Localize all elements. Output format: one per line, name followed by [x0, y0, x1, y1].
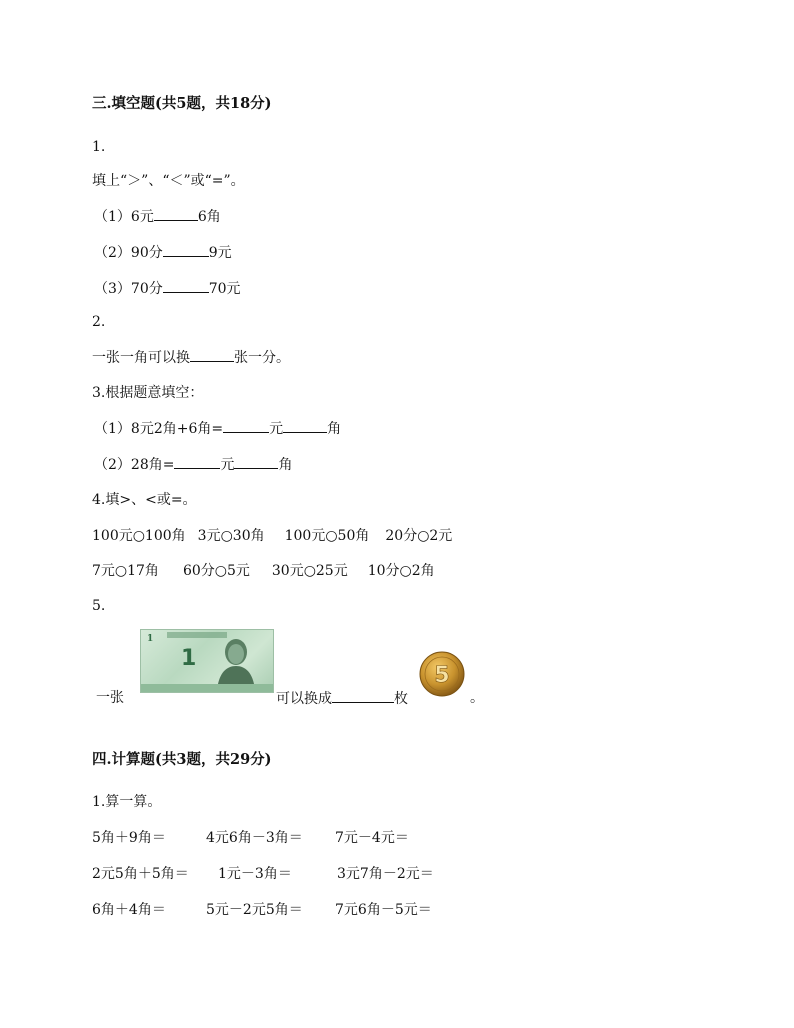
calc-item: 6角＋4角＝: [92, 902, 166, 918]
calc-question-1-heading: 1.算一算。: [92, 794, 162, 810]
question-2-number: 2.: [92, 314, 106, 330]
item-label: （1）8元2角+6角=: [94, 421, 224, 437]
question-1-item-2: [94, 242, 232, 263]
question-5-exchange-text: [276, 688, 408, 709]
question-1-item-3: [94, 278, 241, 299]
item-label: （3）70分: [94, 281, 163, 297]
calc-item: 3元7角－2元＝: [337, 866, 434, 882]
question-2-before: 一张一角可以换: [92, 350, 190, 366]
calc-item: 7元6角－5元＝: [335, 902, 432, 918]
item-end: 角: [278, 457, 293, 473]
question-2-after: 张一分。: [234, 350, 290, 366]
calc-item: 7元－4元＝: [335, 830, 409, 846]
banknote-denomination: 1: [181, 646, 197, 671]
section-3-title: 三.填空题(共5题，共18分): [92, 95, 272, 112]
question-3-item-2: [94, 454, 292, 475]
question-1-item-1: [94, 206, 221, 227]
question-5-middle: 可以换成: [276, 691, 332, 707]
answer-blank[interactable]: [283, 418, 327, 433]
answer-blank[interactable]: [163, 242, 209, 257]
item-mid: 元: [269, 421, 284, 437]
portrait-icon: [213, 634, 259, 690]
item-label: （2）90分: [94, 245, 163, 261]
question-5-number: 5.: [92, 598, 106, 614]
compare-item: 60分○5元: [182, 563, 250, 579]
answer-blank[interactable]: [174, 454, 220, 469]
calc-item: 1元－3角＝: [218, 866, 292, 882]
item-end: 角: [327, 421, 342, 437]
item-after: 70元: [208, 281, 241, 297]
question-2-text: [92, 347, 290, 368]
calc-item: 5角＋9角＝: [92, 830, 166, 846]
answer-blank[interactable]: [332, 688, 394, 703]
answer-blank[interactable]: [190, 347, 234, 362]
coin-denomination: 5: [434, 663, 450, 688]
calc-item: 5元－2元5角＝: [206, 902, 303, 918]
item-label: （2）28角=: [94, 457, 175, 473]
question-1-number: 1.: [92, 139, 106, 155]
compare-item: 100元○100角: [92, 528, 186, 544]
calc-item: 2元5角＋5角＝: [92, 866, 189, 882]
item-after: 6角: [197, 209, 221, 225]
question-5-before: 一张: [96, 690, 124, 706]
compare-item: 20分○2元: [385, 528, 453, 544]
section-4-title: 四.计算题(共3题，共29分): [92, 751, 272, 768]
answer-blank[interactable]: [234, 454, 278, 469]
one-yuan-banknote-image: [140, 629, 274, 693]
calc-item: 4元6角－3角＝: [206, 830, 303, 846]
answer-blank[interactable]: [154, 206, 198, 221]
compare-item: 10分○2角: [367, 563, 435, 579]
five-jiao-coin-image: [419, 651, 465, 697]
answer-blank[interactable]: [223, 418, 269, 433]
question-1-prompt: 填上“＞”、“＜”或“=”。: [92, 173, 245, 189]
question-4-row-1: [92, 526, 452, 546]
compare-item: 3元○30角: [197, 528, 265, 544]
banknote-bottom-stripe: [141, 684, 273, 692]
item-mid: 元: [220, 457, 235, 473]
compare-item: 30元○25元: [271, 563, 348, 579]
banknote-corner-number: 1: [147, 634, 154, 644]
question-4-row-2: [92, 561, 435, 581]
question-4-heading: 4.填>、<或=。: [92, 492, 197, 508]
compare-item: 7元○17角: [92, 563, 159, 579]
compare-item: 100元○50角: [284, 528, 370, 544]
question-5-end: 。: [470, 690, 484, 706]
question-3-heading: 3.根据题意填空：: [92, 385, 204, 401]
question-5-after: 枚: [394, 691, 408, 707]
item-after: 9元: [208, 245, 232, 261]
answer-blank[interactable]: [163, 278, 209, 293]
question-3-item-1: [94, 418, 341, 439]
item-label: （1）6元: [94, 209, 154, 225]
